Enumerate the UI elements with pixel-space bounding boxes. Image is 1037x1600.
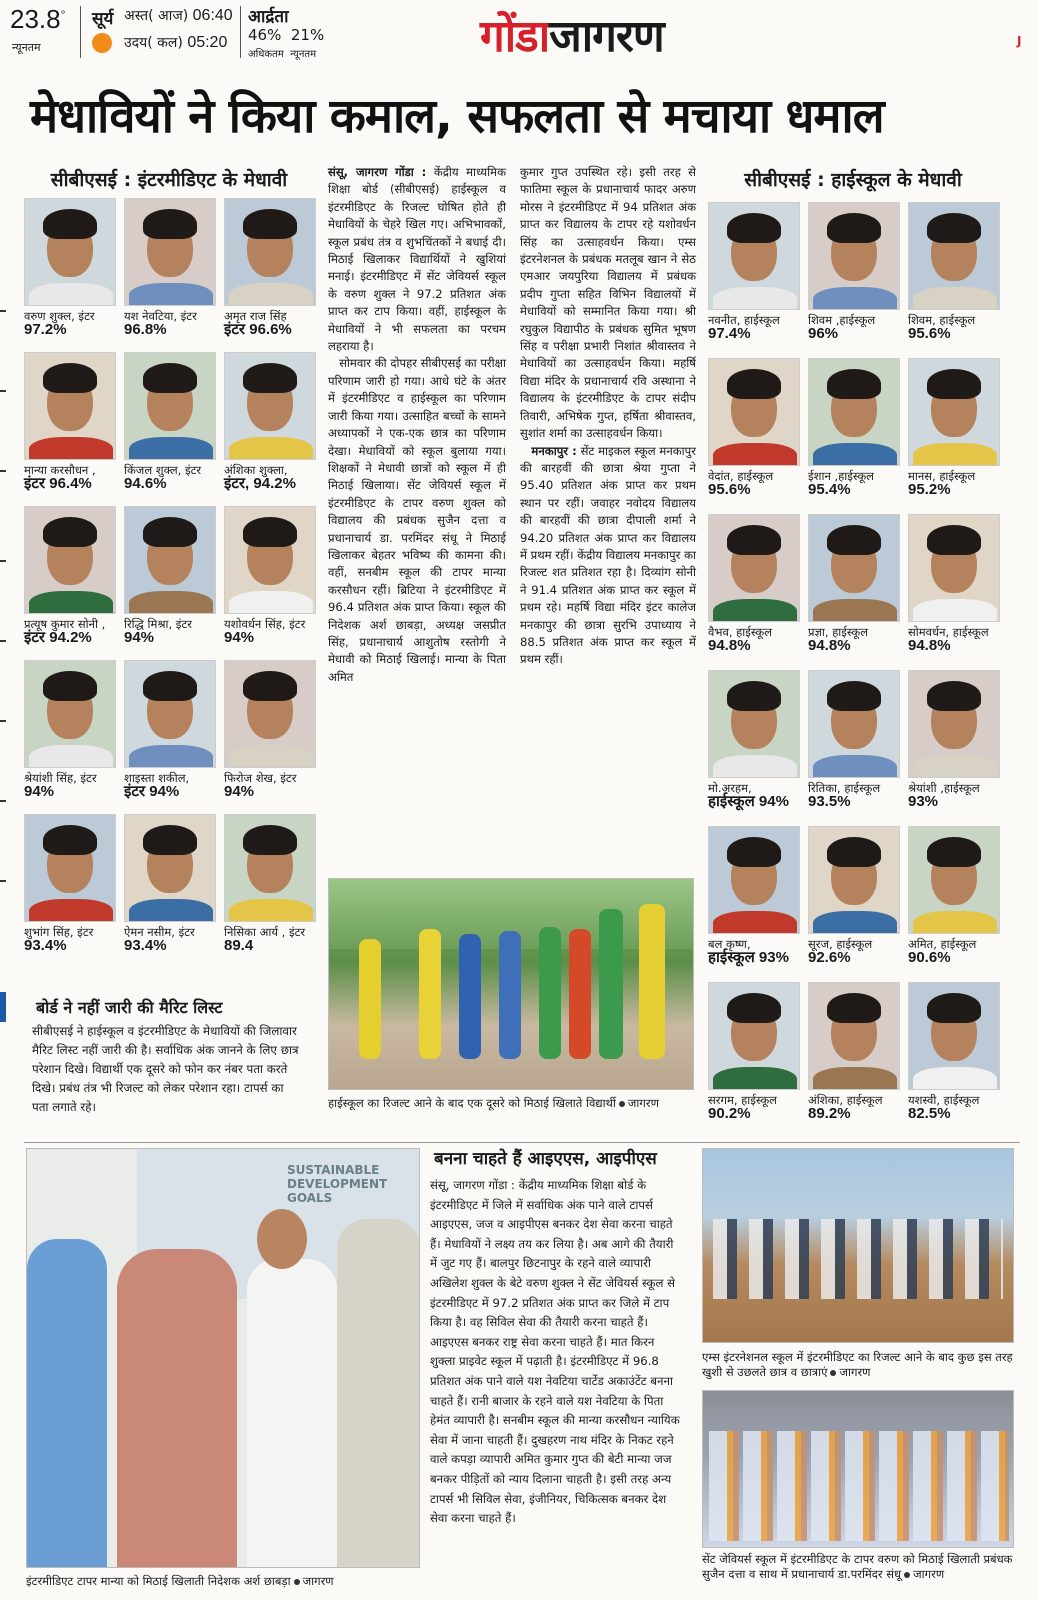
portrait-photo bbox=[24, 660, 116, 768]
topper-percentage: 93.4% bbox=[124, 937, 167, 954]
temp-unit: ° bbox=[60, 7, 66, 22]
hs-topper-card bbox=[808, 358, 900, 497]
inter-topper-card bbox=[24, 660, 116, 799]
topper-caption bbox=[24, 463, 116, 491]
photo-credit: जागरण bbox=[913, 1567, 945, 1581]
topper-caption bbox=[808, 781, 900, 809]
inter-topper-card bbox=[224, 198, 316, 337]
hs-topper-card bbox=[808, 826, 900, 965]
inter-topper-card bbox=[224, 506, 316, 645]
topper-percentage: 94.8% bbox=[908, 637, 951, 654]
topper-caption bbox=[124, 617, 216, 645]
topper-percentage: इंटर 96.6% bbox=[224, 321, 292, 338]
portrait-photo bbox=[224, 352, 316, 460]
topper-percentage: इंटर 96.4% bbox=[24, 475, 92, 492]
hs-topper-card bbox=[808, 670, 900, 809]
topper-name: किंजल शुक्ल, इंटर bbox=[124, 463, 202, 477]
portrait-photo bbox=[224, 506, 316, 614]
right-photo-1 bbox=[702, 1148, 1014, 1343]
portrait-photo bbox=[808, 982, 900, 1090]
portrait-photo bbox=[808, 514, 900, 622]
topper-name: वैभव, हाईस्कूल bbox=[708, 625, 773, 639]
story-lead: मनकापुर : bbox=[531, 443, 577, 458]
inter-topper-card bbox=[124, 660, 216, 799]
story-paragraph: सोमवार की दोपहर सीबीएसई का परीक्षा परिणाम जारी हो गया। आधे घंटे के अंतर में इंटरमीडिएट व हाईस्कूल का परिणाम जारी किया गया। उत्साहित बच्चों के सामने अध्यापकों ने एक-एक छात्र का परिणाम देखा। मेधावियों को स्कूल बुलाया गया। शिक्षकों ने मेधावी छात्रों को स्कूल में ही मिठाई खिलाया। सेंट जेवियर्स स्कूल में इंटरमीडिएट के टापर वरुण शुक्ल को विद्यालय की प्रबंधक सुजैन दत्ता व प्रधानाचार्य डा. परमिंदर संधू ने मिठाई खिलाकर बेहतर भविष्य की कामना की। वहीं, सनबीम स्कूल की टापर मान्या करसौधन रहीं। ब्रिटिया ने इंटरमीडिएट में 96.4 प्रतिशत अंक प्राप्त किया। स्कूल की निदेशक अर्श छाबड़ा, अध्यक्ष जसप्रीत सिंह, प्रधानाचार्य आशुतोष रस्तोगी ने मेधावी को मिठाई खिलाई। मान्या के पिता अमित bbox=[328, 356, 506, 684]
humidity-max: 46% bbox=[248, 26, 282, 44]
portrait-photo bbox=[908, 982, 1000, 1090]
topper-caption bbox=[224, 309, 316, 337]
portrait-photo bbox=[224, 660, 316, 768]
topper-caption bbox=[808, 313, 900, 341]
portrait-photo bbox=[708, 358, 800, 466]
topper-caption bbox=[808, 1093, 900, 1121]
portrait-photo bbox=[808, 670, 900, 778]
sun-label: सूर्य bbox=[92, 9, 114, 29]
topper-caption bbox=[224, 463, 316, 491]
topper-name: रिद्धि मिश्रा, इंटर bbox=[124, 617, 192, 631]
topper-name: अंशिका, हाईस्कूल bbox=[808, 1093, 883, 1107]
caption-text: हाईस्कूल का रिजल्ट आने के बाद एक दूसरे को मिठाई खिलाते विद्यार्थी bbox=[328, 1096, 616, 1110]
hs-topper-card bbox=[708, 982, 800, 1121]
topper-percentage: 94% bbox=[224, 783, 255, 800]
inter-topper-card bbox=[24, 814, 116, 953]
hs-topper-card bbox=[708, 670, 800, 809]
topper-percentage: 95.4% bbox=[808, 481, 851, 498]
topper-caption bbox=[24, 771, 116, 799]
right-photo-1-caption bbox=[702, 1350, 1014, 1380]
merit-text: सीबीएसई ने हाईस्कूल व इंटरमीडिएट के मेधावियों की जिलावार मैरिट लिस्ट नहीं जारी की है। सर्वाधिक अंक जानने के लिए छात्र परेशान दिखे। विद्यार्थी एक दूसरे को फोन कर नंबर पता करते दिखे। प्रबंध तंत्र भी रिजल्ट को लेकर परेशान रहा। टापर्स का पता लगाते रहे। bbox=[32, 1024, 299, 1114]
left-heading: सीबीएसई : इंटरमीडिएट के मेधावी bbox=[50, 169, 288, 191]
topper-name: प्रज्ञा, हाईस्कूल bbox=[808, 625, 869, 639]
corner-mark: J bbox=[1017, 34, 1022, 48]
topper-percentage: 97.4% bbox=[708, 325, 751, 342]
banner-text: SUSTAINABLE DEVELOPMENT GOALS bbox=[287, 1163, 388, 1205]
hs-topper-card bbox=[708, 358, 800, 497]
portrait-photo bbox=[124, 660, 216, 768]
caption-text: सेंट जेवियर्स स्कूल में इंटरमीडिएट के टापर वरुण को मिठाई खिलाती प्रबंधक सुजैन दत्ता व साथ में प्रधानाचार्य डा.परमिंदर संधू bbox=[702, 1552, 1013, 1581]
topper-caption bbox=[224, 771, 316, 799]
hs-topper-card bbox=[908, 670, 1000, 809]
temp-label: न्यूनतम bbox=[12, 41, 41, 54]
divider bbox=[240, 6, 241, 58]
topper-caption bbox=[124, 309, 216, 337]
inter-topper-card bbox=[124, 352, 216, 491]
sunrise-label: उदय( कल) bbox=[124, 35, 183, 51]
topper-caption bbox=[708, 1093, 800, 1121]
masthead-city: गोंडा bbox=[480, 11, 550, 62]
topper-caption bbox=[124, 463, 216, 491]
sunset-time: 06:40 bbox=[192, 7, 233, 24]
sun-icon bbox=[92, 33, 112, 53]
inter-topper-card bbox=[224, 814, 316, 953]
portrait-photo bbox=[224, 198, 316, 306]
topper-percentage: 93.5% bbox=[808, 793, 851, 810]
topper-name: यश नेवटिया, इंटर bbox=[124, 309, 197, 323]
hs-topper-card bbox=[808, 202, 900, 341]
section-marker bbox=[0, 992, 6, 1022]
portrait-photo bbox=[908, 826, 1000, 934]
topper-name: सोमवर्धन, हाईस्कूल bbox=[908, 625, 989, 639]
topper-caption bbox=[124, 925, 216, 953]
topper-caption bbox=[808, 469, 900, 497]
topper-percentage: 82.5% bbox=[908, 1105, 951, 1122]
right-photo-2 bbox=[702, 1390, 1014, 1548]
topper-name: शिवम, हाईस्कूल bbox=[908, 313, 976, 327]
inter-topper-card bbox=[224, 352, 316, 491]
topper-percentage: 97.2% bbox=[24, 321, 67, 338]
topper-caption bbox=[908, 937, 1000, 965]
topper-name: श्रेयांशी सिंह, इंटर bbox=[24, 771, 97, 785]
topper-name: शुभांग सिंह, इंटर bbox=[24, 925, 94, 939]
inter-topper-card bbox=[124, 506, 216, 645]
topper-name: फिरोज शेख, इंटर bbox=[224, 771, 297, 785]
inter-topper-card bbox=[24, 352, 116, 491]
topper-name: शिवम ,हाईस्कूल bbox=[808, 313, 876, 327]
divider bbox=[80, 6, 81, 58]
masthead bbox=[480, 4, 664, 64]
hs-topper-card bbox=[908, 514, 1000, 653]
portrait-photo bbox=[908, 670, 1000, 778]
story-paragraph: सेंट माइकल स्कूल मनकापुर की बारहवीं की छात्रा श्रेया गुप्ता ने 95.40 प्रतिशत अंक प्राप्त कर प्रथम स्थान पर रहीं। जवाहर नवोदय विद्यालय की बारहवीं की छात्रा दीपाली शर्मा ने 94.20 प्रतिशत अंक प्राप्त कर विद्यालय में प्रथम रहीं। केंद्रीय विद्यालय मनकापुर का रिजल्ट शत प्रतिशत रहा है। दिव्यांग सोनी ने 91.4 प्रतिशत अंक प्राप्त कर स्कूल में प्रथम रहे। महर्षि विद्या मंदिर इंटर कालेज मनकापुर की छात्रा सुरभि उपाध्याय ने 88.5 प्रतिशत अंक प्राप्त कर स्कूल में प्रथम रहीं। bbox=[520, 443, 697, 667]
topper-name: वेदांत, हाईस्कूल bbox=[708, 469, 774, 483]
topper-name: मान्या करसौधन , bbox=[24, 463, 96, 477]
temp-value: 23.8 bbox=[10, 4, 61, 34]
topper-caption bbox=[908, 1093, 1000, 1121]
hs-topper-card bbox=[708, 202, 800, 341]
weather-strip bbox=[0, 0, 470, 66]
divider bbox=[24, 1142, 1020, 1143]
topper-caption bbox=[908, 313, 1000, 341]
inter-topper-card bbox=[24, 506, 116, 645]
topper-percentage: 95.6% bbox=[908, 325, 951, 342]
topper-name: यशोवर्धन सिंह, इंटर bbox=[224, 617, 306, 631]
portrait-photo bbox=[908, 358, 1000, 466]
topper-caption bbox=[24, 309, 116, 337]
topper-percentage: 94.6% bbox=[124, 475, 167, 492]
ias-text: संसू, जागरण गोंडा : केंद्रीय माध्यमिक शिक्षा बोर्ड के इंटरमीडिएट में जिले में सर्वाधिक अंक पाने वाले टापर्स आइएएस, जज व आइपीएस बनकर देश सेवा करना चाहते हैं। मेधावियों ने लक्ष्य तय कर लिया है। अब आगे की तैयारी में जुट गए हैं। बालपुर छिटनापुर के रहने वाले व्यापारी अखिलेश शुक्ल के बेटे वरुण शुक्ल ने सेंट जेवियर्स स्कूल से इंटरमीडिएट में 97.2 प्रतिशत अंक प्राप्त कर जिले में टाप किया है। वह सिविल सेवा की तैयारी करना चाहते हैं। आइएएस बनकर राष्ट्र सेवा करना चाहते हैं। मात किरन शुक्ला प्राइवेट स्कूल में पढ़ाती है। इंटरमीडिएट में 96.8 प्रतिशत अंक पाने वाले यश नेवटिया चार्टेड अकाउंटेंट बनना चाहते हैं। रानी बाजार के रहने वाले यश नेवटिया के पिता हेमंत व्यापारी है। सनबीम स्कूल की मान्या करसौधन न्यायिक सेवा में जाना चाहती हैं। दुखहरण नाथ मंदिर के निकट रहने वाले कपड़ा व्यापारी अमित कुमार गुप्त की बेटी मान्या जज बनकर पीड़ितों को न्याय दिलाना चाहती है। इसी तरह अन्य टापर्स भी सिविल सेवा, इंजीनियर, चिकित्सक बनकर देश सेवा करना चाहते हैं। bbox=[430, 1178, 680, 1526]
topper-name: सरगम, हाईस्कूल bbox=[708, 1093, 777, 1107]
topper-caption bbox=[808, 625, 900, 653]
humidity-min: 21% bbox=[290, 26, 325, 44]
topper-percentage: 96% bbox=[808, 325, 839, 342]
temperature bbox=[10, 4, 65, 35]
topper-percentage: 95.6% bbox=[708, 481, 751, 498]
hs-topper-card bbox=[708, 826, 800, 965]
photo-credit: जागरण bbox=[839, 1365, 871, 1379]
portrait-photo bbox=[124, 352, 216, 460]
inter-topper-card bbox=[124, 198, 216, 337]
hs-topper-card bbox=[708, 514, 800, 653]
topper-percentage: हाईस्कूल 94% bbox=[708, 793, 789, 810]
sunrise-row bbox=[124, 33, 227, 52]
merit-title: बोर्ड ने नहीं जारी की मैरिट लिस्ट bbox=[36, 998, 223, 1017]
hs-topper-card bbox=[908, 826, 1000, 965]
dateline: संसू, जागरण गोंडा : bbox=[328, 165, 427, 179]
topper-caption bbox=[708, 781, 800, 809]
story-column-1 bbox=[328, 164, 506, 686]
topper-caption bbox=[708, 469, 800, 497]
right-heading: सीबीएसई : हाईस्कूल के मेधावी bbox=[744, 169, 962, 191]
topper-percentage: 94% bbox=[224, 629, 255, 646]
bottom-left-caption bbox=[26, 1574, 420, 1589]
topper-name: मो.अरहम, bbox=[708, 781, 752, 795]
topper-percentage: 94% bbox=[124, 629, 155, 646]
topper-caption bbox=[908, 781, 1000, 809]
portrait-photo bbox=[124, 198, 216, 306]
topper-percentage: 89.4 bbox=[224, 937, 254, 954]
topper-caption bbox=[24, 925, 116, 953]
topper-caption bbox=[124, 771, 216, 799]
portrait-photo bbox=[124, 506, 216, 614]
topper-percentage: इंटर, 94.2% bbox=[224, 475, 296, 492]
topper-percentage: इंटर 94.2% bbox=[24, 629, 92, 646]
hs-topper-card bbox=[908, 202, 1000, 341]
portrait-photo bbox=[808, 826, 900, 934]
hs-topper-card bbox=[908, 982, 1000, 1121]
portrait-photo bbox=[808, 202, 900, 310]
sunrise-time: 05:20 bbox=[187, 34, 228, 51]
topper-percentage: 90.6% bbox=[908, 949, 951, 966]
topper-name: नवनीत, हाईस्कूल bbox=[708, 313, 780, 327]
story-column-2 bbox=[520, 164, 696, 669]
topper-percentage: 90.2% bbox=[708, 1105, 751, 1122]
topper-name: अंशिका शुक्ला, bbox=[224, 463, 288, 477]
topper-caption bbox=[908, 469, 1000, 497]
topper-percentage: 94% bbox=[24, 783, 55, 800]
portrait-photo bbox=[908, 202, 1000, 310]
portrait-photo bbox=[708, 982, 800, 1090]
sunset-label: अस्त( आज) bbox=[124, 8, 189, 24]
portrait-photo bbox=[908, 514, 1000, 622]
portrait-photo bbox=[708, 202, 800, 310]
portrait-photo bbox=[808, 358, 900, 466]
topper-name: श्रेयांशी ,हाईस्कूल bbox=[908, 781, 980, 795]
topper-percentage: 94.8% bbox=[808, 637, 851, 654]
center-photo bbox=[328, 878, 694, 1090]
topper-caption bbox=[808, 937, 900, 965]
bottom-left-photo bbox=[26, 1148, 420, 1568]
hs-topper-card bbox=[908, 358, 1000, 497]
inter-topper-card bbox=[24, 198, 116, 337]
inter-topper-card bbox=[224, 660, 316, 799]
topper-caption bbox=[708, 625, 800, 653]
topper-caption bbox=[224, 925, 316, 953]
topper-percentage: 92.6% bbox=[808, 949, 851, 966]
right-photo-2-caption bbox=[702, 1552, 1014, 1582]
humidity-min-label: न्यूनतम bbox=[290, 49, 317, 60]
topper-percentage: 94.8% bbox=[708, 637, 751, 654]
topper-name: ईशान ,हाईस्कूल bbox=[808, 469, 874, 483]
ias-title: बनना चाहते हैं आइएएस, आइपीएस bbox=[434, 1149, 657, 1169]
topper-percentage: 95.2% bbox=[908, 481, 951, 498]
inter-topper-card bbox=[124, 814, 216, 953]
portrait-photo bbox=[708, 670, 800, 778]
headline: मेधावियों ने किया कमाल, सफलता से मचाया धमाल bbox=[30, 89, 884, 144]
topper-caption bbox=[908, 625, 1000, 653]
topper-percentage: 96.8% bbox=[124, 321, 167, 338]
topper-name: यशस्वी, हाईस्कूल bbox=[908, 1093, 980, 1107]
masthead-brand: जागरण bbox=[549, 11, 664, 62]
center-photo-caption bbox=[328, 1096, 694, 1111]
topper-name: वरुण शुक्ल, इंटर bbox=[24, 309, 95, 323]
topper-caption bbox=[24, 617, 116, 645]
topper-caption bbox=[224, 617, 316, 645]
portrait-photo bbox=[24, 506, 116, 614]
humidity-values bbox=[248, 26, 324, 44]
caption-text: इंटरमीडिएट टापर मान्या को मिठाई खिलाती निदेशक अर्श छाबड़ा bbox=[26, 1574, 291, 1588]
hs-topper-card bbox=[808, 982, 900, 1121]
topper-name: अमृत राज सिंह bbox=[224, 309, 287, 323]
portrait-photo bbox=[24, 198, 116, 306]
topper-name: बल कृष्ण, bbox=[708, 937, 751, 951]
story-paragraph: कुमार गुप्त उपस्थित रहे। इसी तरह से फातिमा स्कूल के प्रधानाचार्य फादर अरुण मोरस ने इंटरमीडिएट में 94 प्रतिशत अंक प्राप्त कर विद्यालय के टापर रहे यशोवर्धन सिंह का उत्साहवर्धन किया। एम्स इंटरनेशनल के प्रबंधक मतलूब खान ने सेठ एमआर जयपुरिया विद्यालय में प्रबंधक प्रदीप गुप्ता सहित विभिन विद्यालयों में मेधावियों को सम्मानित किया गया। श्री रघुकुल विद्यापीठ के प्रबंधक सुमित भूषण सिंह व परीक्षा प्रभारी निशांत श्रीवास्तव ने मेधावियों का उत्साहवर्धन किया। महर्षि विद्या मंदिर के प्रधानाचार्य रवि अस्थाना ने विद्यालय के इंटरमीडिएट के टापर संदीप तिवारी, अभिषेक गुप्त, हर्षिता श्रीवास्तव, सुशांत शर्मा का उत्साहवर्धन किया। bbox=[520, 165, 696, 441]
topper-name: सूरज, हाईस्कूल bbox=[808, 937, 873, 951]
margin-ticks bbox=[0, 160, 6, 980]
topper-percentage: 89.2% bbox=[808, 1105, 851, 1122]
topper-percentage: 93.4% bbox=[24, 937, 67, 954]
topper-name: प्रत्यूष कुमार सोनी , bbox=[24, 617, 106, 631]
topper-name: ऐमन नसीम, इंटर bbox=[124, 925, 195, 939]
humidity-max-label: अधिकतम bbox=[248, 49, 284, 60]
topper-caption bbox=[708, 937, 800, 965]
sunset-row bbox=[124, 6, 233, 25]
humidity-label: आर्द्रता bbox=[248, 7, 289, 27]
topper-name: मानस, हाईस्कूल bbox=[908, 469, 976, 483]
topper-percentage: हाईस्कूल 93% bbox=[708, 949, 789, 966]
topper-name: निसिका आर्य , इंटर bbox=[224, 925, 306, 939]
photo-credit: जागरण bbox=[627, 1096, 659, 1110]
portrait-photo bbox=[708, 514, 800, 622]
story-paragraph: केंद्रीय माध्यमिक शिक्षा बोर्ड (सीबीएसई) हाईस्कूल व इंटरमीडिएट के रिजल्ट घोषित होते ही मेधावियों के चेहरे खिल गए। अभिभावकों, स्कूल प्रबंध तंत्र व शुभचिंतकों ने बधाई दी। मिठाई खिलाकर विद्यार्थियों ने खुशियां मनाई। इंटरमीडिएट में सेंट जेवियर्स स्कूल के वरुण शुक्ल ने 97.2 प्रतिशत अंक प्राप्त कर टाप किया। वहीं, हाईस्कूल के मेधावियों ने भी सफलता का परचम लहराया है। bbox=[328, 165, 506, 354]
hs-topper-card bbox=[808, 514, 900, 653]
portrait-photo bbox=[124, 814, 216, 922]
portrait-photo bbox=[24, 352, 116, 460]
humidity-captions bbox=[248, 46, 316, 60]
topper-percentage: 93% bbox=[908, 793, 939, 810]
caption-text: एम्स इंटरनेशनल स्कूल में इंटरमीडिएट का रिजल्ट आने के बाद कुछ इस तरह खुशी से उछलते छात्र व छात्राएं bbox=[702, 1350, 1013, 1379]
photo-credit: जागरण bbox=[302, 1574, 334, 1588]
portrait-photo bbox=[24, 814, 116, 922]
topper-name: शाइस्ता शकील, bbox=[124, 771, 190, 785]
portrait-photo bbox=[708, 826, 800, 934]
topper-percentage: इंटर 94% bbox=[124, 783, 180, 800]
portrait-photo bbox=[224, 814, 316, 922]
topper-name: अमित, हाईस्कूल bbox=[908, 937, 977, 951]
topper-caption bbox=[708, 313, 800, 341]
topper-name: रितिका, हाईस्कूल bbox=[808, 781, 881, 795]
